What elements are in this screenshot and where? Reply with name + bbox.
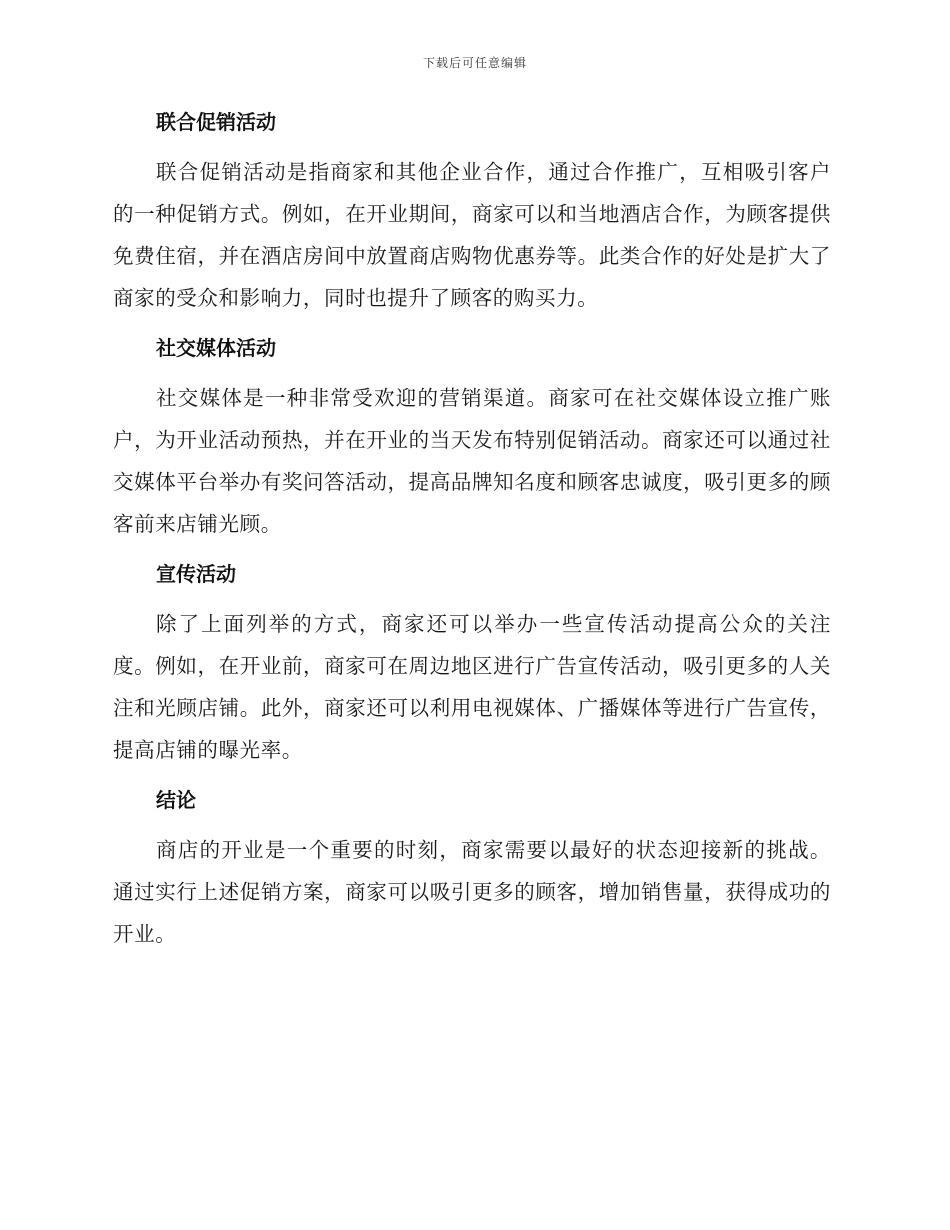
section-body-joint-promotion: 联合促销活动是指商家和其他企业合作，通过合作推广，互相吸引客户的一种促销方式。例如，在开业期间，商家可以和当地酒店合作，为顾客提供免费住宿，并在酒店房间中放置商店购物优惠券等。此类合作的好处是扩大了商家的受众和影响力，同时也提升了顾客的购买力。 <box>113 160 831 310</box>
document-content <box>113 108 831 970</box>
section-heading-publicity: 宣传活动 <box>156 562 236 586</box>
section-body-social-media: 社交媒体是一种非常受欢迎的营销渠道。商家可在社交媒体设立推广账户，为开业活动预热，并在开业的当天发布特别促销活动。商家还可以通过社交媒体平台举办有奖问答活动，提高品牌知名度和顾客忠诚度，吸引更多的顾客前来店铺光顾。 <box>113 386 831 536</box>
section-heading-conclusion: 结论 <box>156 788 196 812</box>
section-heading-social-media: 社交媒体活动 <box>156 336 276 360</box>
page-header: 下载后可任意编辑 <box>422 56 527 70</box>
section-heading-joint-promotion: 联合促销活动 <box>156 110 276 134</box>
section-body-publicity: 除了上面列举的方式，商家还可以举办一些宣传活动提高公众的关注度。例如，在开业前，商家可在周边地区进行广告宣传活动，吸引更多的人关注和光顾店铺。此外，商家还可以利用电视媒体、广播媒体等进行广告宣传，提高店铺的曝光率。 <box>113 612 831 762</box>
section-body-conclusion: 商店的开业是一个重要的时刻，商家需要以最好的状态迎接新的挑战。通过实行上述促销方案，商家可以吸引更多的顾客，增加销售量，获得成功的开业。 <box>113 838 831 946</box>
